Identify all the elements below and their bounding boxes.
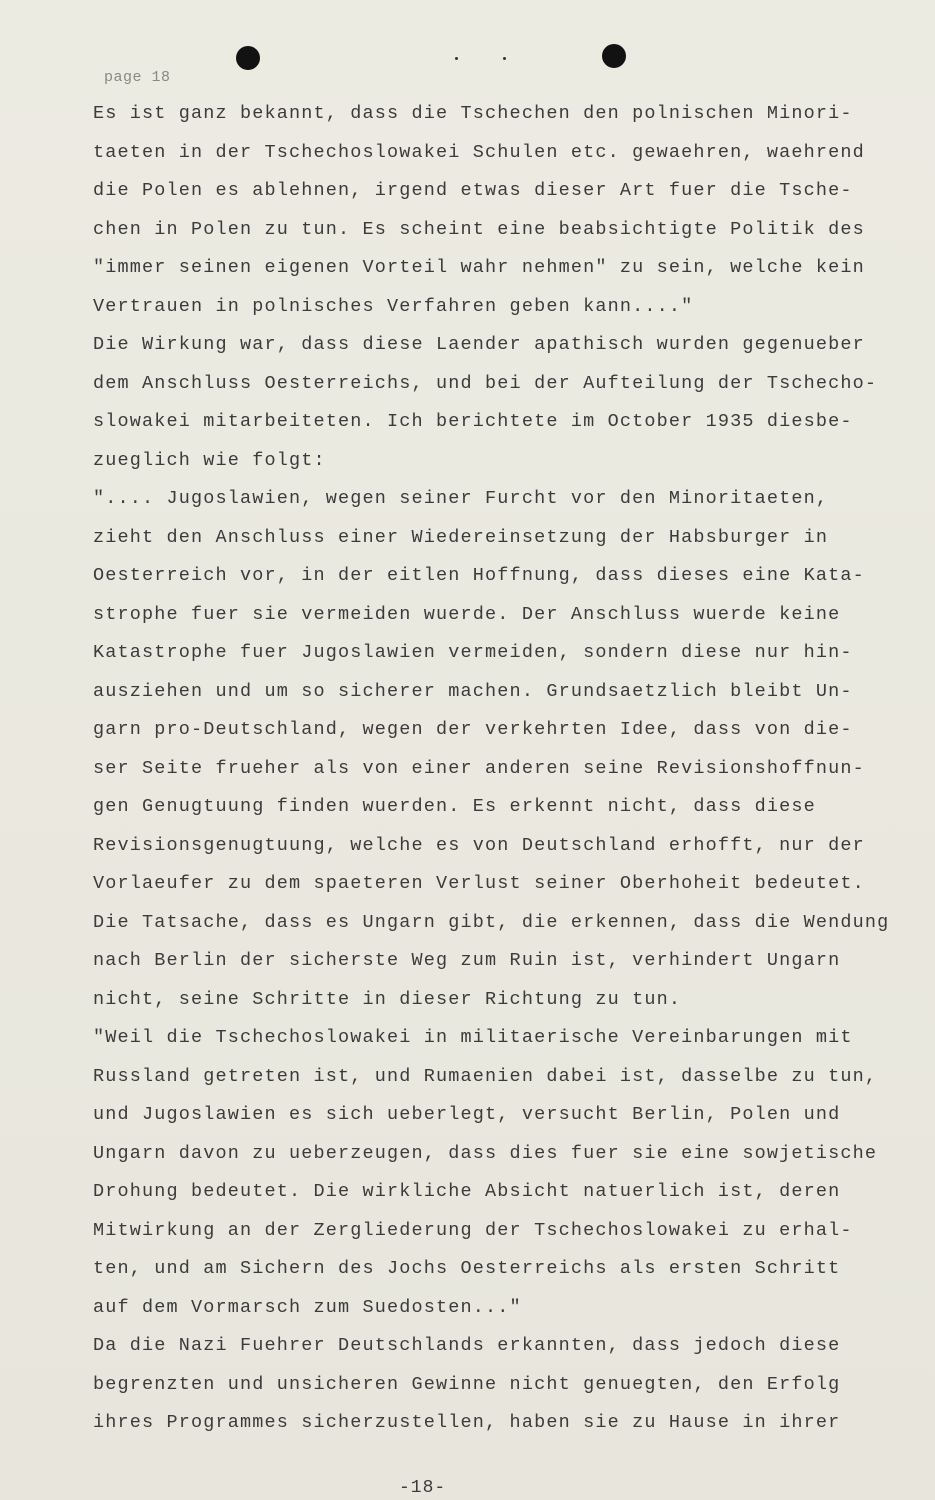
- text-line: und Jugoslawien es sich ueberlegt, versucht Berlin, Polen und: [93, 1104, 841, 1125]
- text-line: zieht den Anschluss einer Wiedereinsetzung der Habsburger in: [93, 526, 829, 548]
- text-line: Mitwirkung an der Zergliederung der Tschechoslowakei zu erhal-: [93, 1219, 853, 1241]
- text-line: Ungarn davon zu ueberzeugen, dass dies fuer sie eine sowjetische: [93, 1142, 878, 1164]
- text-line: gen Genugtuung finden wuerden. Es erkennt nicht, dass diese: [93, 796, 816, 817]
- text-line: slowakei mitarbeiteten. Ich berichtete im October 1935 diesbe-: [93, 411, 853, 432]
- text-line: begrenzten und unsicheren Gewinne nicht genuegten, den Erfolg: [93, 1373, 841, 1395]
- text-line: "immer seinen eigenen Vorteil wahr nehmen" zu sein, welche kein: [93, 257, 865, 278]
- text-line: ".... Jugoslawien, wegen seiner Furcht vor den Minoritaeten,: [93, 488, 829, 509]
- text-line: strophe fuer sie vermeiden wuerde. Der Anschluss wuerde keine: [93, 603, 841, 625]
- text-line: ausziehen und um so sicherer machen. Grundsaetzlich bleibt Un-: [93, 680, 853, 702]
- text-line: Die Wirkung war, dass diese Laender apathisch wurden gegenueber: [93, 334, 865, 355]
- text-line: ser Seite frueher als von einer anderen seine Revisionshoffnun-: [93, 757, 865, 779]
- text-line: nicht, seine Schritte in dieser Richtung zu tun.: [93, 988, 682, 1010]
- text-line: zueglich wie folgt:: [93, 449, 326, 471]
- text-line: chen in Polen zu tun. Es scheint eine beabsichtigte Politik des: [93, 218, 865, 240]
- text-line: "Weil die Tschechoslowakei in militaerische Vereinbarungen mit: [93, 1027, 853, 1048]
- text-line: Vorlaeufer zu dem spaeteren Verlust seiner Oberhoheit bedeutet.: [93, 873, 865, 894]
- text-line: Die Tatsache, dass es Ungarn gibt, die erkennen, dass die Wendung: [93, 911, 890, 933]
- text-line: dem Anschluss Oesterreichs, und bei der Aufteilung der Tschecho-: [93, 372, 878, 394]
- text-line: nach Berlin der sicherste Weg zum Ruin ist, verhindert Ungarn: [93, 950, 841, 971]
- center-mark: [455, 57, 458, 60]
- body-text: [93, 98, 890, 1446]
- punch-hole-right: [602, 44, 626, 68]
- text-line: Oesterreich vor, in der eitlen Hoffnung, dass dieses eine Kata-: [93, 565, 865, 586]
- text-line: Da die Nazi Fuehrer Deutschlands erkannten, dass jedoch diese: [93, 1335, 841, 1356]
- text-line: Russland getreten ist, und Rumaenien dabei ist, dasselbe zu tun,: [93, 1065, 878, 1087]
- text-line: Drohung bedeutet. Die wirkliche Absicht natuerlich ist, deren: [93, 1181, 841, 1202]
- text-line: Es ist ganz bekannt, dass die Tschechen den polnischen Minori-: [93, 103, 853, 124]
- text-line: auf dem Vormarsch zum Suedosten...": [93, 1296, 522, 1318]
- punch-hole-left: [236, 46, 260, 70]
- text-line: ten, und am Sichern des Jochs Oesterreichs als ersten Schritt: [93, 1258, 841, 1279]
- text-line: taeten in der Tschechoslowakei Schulen etc. gewaehren, waehrend: [93, 141, 865, 163]
- page-label: page 18: [104, 69, 171, 86]
- text-line: garn pro-Deutschland, wegen der verkehrten Idee, dass von die-: [93, 719, 853, 740]
- page-number-footer: -18-: [399, 1478, 447, 1498]
- text-line: die Polen es ablehnen, irgend etwas dieser Art fuer die Tsche-: [93, 180, 853, 201]
- text-line: ihres Programmes sicherzustellen, haben sie zu Hause in ihrer: [93, 1412, 841, 1433]
- text-line: Revisionsgenugtuung, welche es von Deutschland erhofft, nur der: [93, 834, 865, 856]
- text-line: Katastrophe fuer Jugoslawien vermeiden, sondern diese nur hin-: [93, 642, 853, 663]
- center-mark: [503, 57, 506, 60]
- text-line: Vertrauen in polnisches Verfahren geben kann....": [93, 295, 694, 317]
